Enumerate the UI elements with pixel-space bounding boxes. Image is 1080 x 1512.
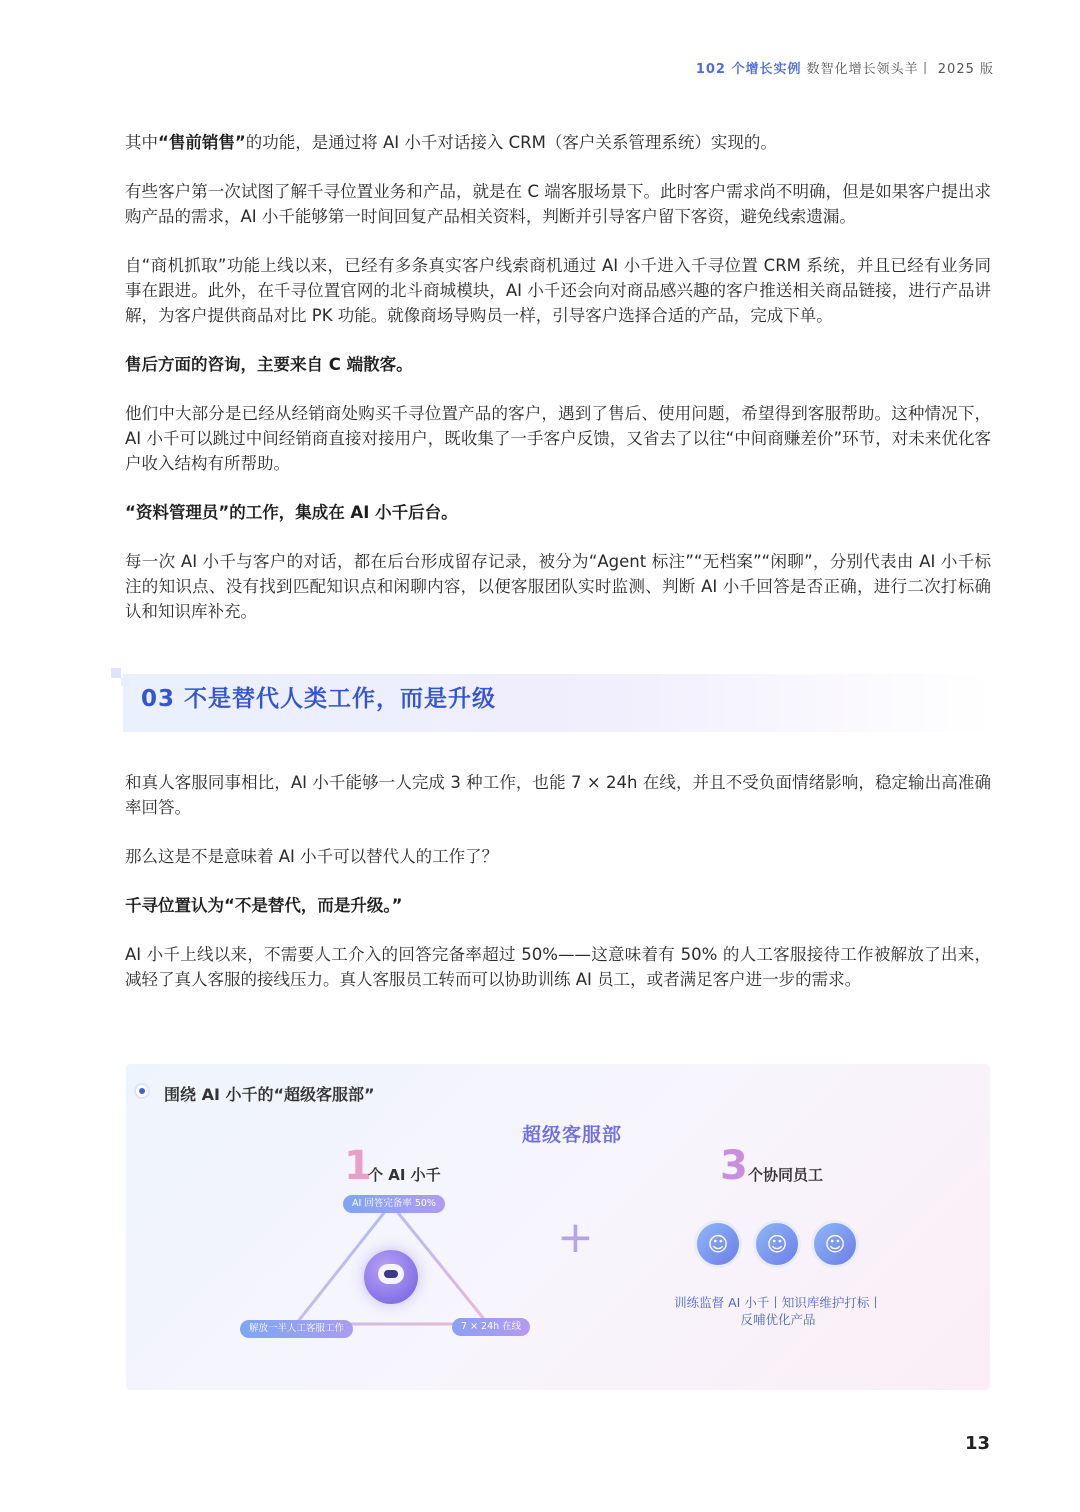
text: 的功能，是通过将 AI 小千对话接入 CRM（客户关系管理系统）实现的。 <box>245 133 777 152</box>
figure-title-text: 围绕 AI 小千的“超级客服部” <box>164 1085 375 1104</box>
paragraph: 自“商机抓取”功能上线以来，已经有多条真实客户线索商机通过 AI 小千进入千寻位置 CRM 系统，并且已经有业务同事在跟进。此外，在千寻位置官网的北斗商城模块，AI 小千还会向对商品感兴趣的客户推送相关商品链接，进行产品讲解，为客户提供商品对比 PK 功能。就像商场导购员一样，引导客户选择合适的产品，完成下单。 <box>125 256 991 325</box>
section-title: 03 不是替代人类工作，而是升级 <box>141 686 497 712</box>
staff-avatar-icon: ☺ <box>694 1220 742 1268</box>
bold-text: 售后方面的咨询，主要来自 C 端散客。 <box>125 355 413 374</box>
text: 其中 <box>125 133 158 152</box>
paragraph: 和真人客服同事相比，AI 小千能够一人完成 3 种工作，也能 7 × 24h 在线，并且不受负面情绪影响，稳定输出高准确率回答。 <box>125 773 991 817</box>
paragraph-bold <box>125 893 991 918</box>
paragraph-presales <box>125 130 991 155</box>
paragraph: 有些客户第一次试图了解千寻位置业务和产品，就是在 C 端客服场景下。此时客户需求尚不明确，但是如果客户提出求购产品的需求，AI 小千能够第一时间回复产品相关资料，判断并引导客户留下客资，避免线索遗漏。 <box>125 182 991 226</box>
staff-count-label: 个协同员工 <box>748 1166 824 1184</box>
staff-avatar-icon: ☺ <box>753 1220 801 1268</box>
paragraph: AI 小千上线以来，不需要人工介入的回答完备率超过 50%——这意味着有 50% 的人工客服接待工作被解放了出来，减轻了真人客服的接线压力。真人客服员工转而可以协助训练 AI 员工，或者满足客户进一步的需求。 <box>125 945 991 989</box>
ai-count-number: 1 <box>344 1143 372 1189</box>
paragraph: 每一次 AI 小千与客户的对话，都在后台形成留存记录，被分为“Agent 标注”“无档案”“闲聊”，分别代表由 AI 小千标注的知识点、没有找到匹配知识点和闲聊内容，以便客服团队实时监测、判断 AI 小千回答是否正确，进行二次打标确认和知识库补充。 <box>125 552 991 621</box>
radio-bullet-icon <box>134 1083 150 1099</box>
page-number: 13 <box>964 1433 990 1454</box>
header-report-title: 数智化增长领头羊丨 2025 版 <box>806 62 994 77</box>
paragraph: 那么这是不是意味着 AI 小千可以替代人的工作了？ <box>125 847 499 866</box>
pill-answer-rate: AI 回答完备率 50% <box>343 1195 445 1213</box>
pill-online-24h: 7 × 24h 在线 <box>452 1318 530 1336</box>
roles-line: 反哺优化产品 <box>740 1312 816 1327</box>
paragraph-bold <box>125 352 991 377</box>
pill-free-half-work: 解放一半人工客服工作 <box>240 1320 353 1338</box>
article-body <box>125 130 991 1016</box>
staff-count-number: 3 <box>720 1143 748 1189</box>
paragraph: 他们中大部分是已经从经销商处购买千寻位置产品的客户，遇到了售后、使用问题，希望得到客服帮助。这种情况下，AI 小千可以跳过中间经销商直接对接用户，既收集了一手客户反馈，又省去了以往“中间商赚差价”环节，对未来优化客户收入结构有所帮助。 <box>125 404 991 473</box>
bold-text: “售前销售” <box>158 133 246 152</box>
super-service-label: 超级客服部 <box>522 1124 623 1146</box>
ai-count-label: 个 AI 小千 <box>368 1166 441 1184</box>
super-service-figure <box>126 1064 990 1390</box>
figure-title <box>164 1082 375 1105</box>
page-header <box>696 58 994 77</box>
roles-line: 训练监督 AI 小千丨知识库维护打标丨 <box>674 1295 882 1310</box>
decorative-square <box>121 678 129 686</box>
staff-avatar-icon: ☺ <box>811 1220 859 1268</box>
paragraph-bold <box>125 500 991 525</box>
bold-text: “资料管理员”的工作，集成在 AI 小千后台。 <box>125 503 458 522</box>
bold-text: 千寻位置认为“不是替代，而是升级。” <box>125 896 403 915</box>
header-highlight: 102 个增长实例 <box>695 62 802 77</box>
staff-roles <box>656 1294 900 1328</box>
plus-icon: + <box>557 1212 594 1263</box>
ai-robot-icon <box>364 1250 418 1304</box>
decorative-square <box>111 668 121 678</box>
section-heading-banner <box>123 674 991 732</box>
